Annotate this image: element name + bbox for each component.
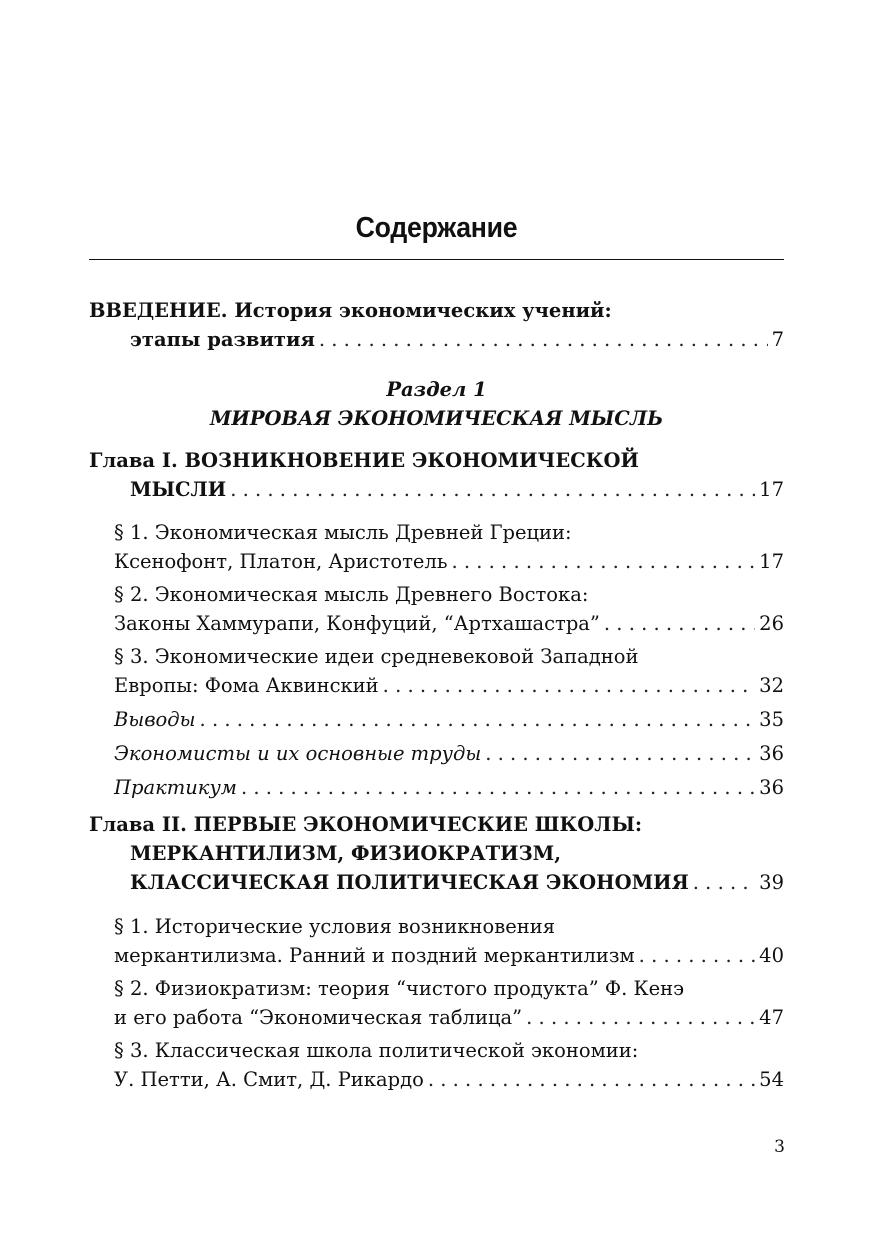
toc-entry-text: § 3. Классическая школа политической экономии:: [114, 1039, 639, 1062]
toc-entry-text: Европы: Фома Аквинский: [114, 674, 379, 697]
dot-leader: [485, 739, 755, 768]
toc-page-number: 17: [759, 550, 784, 573]
toc-entry-paragraph[interactable]: [89, 642, 784, 700]
toc-page-number: 7: [771, 328, 784, 351]
toc-entry-text: Экономисты и их основные труды: [114, 742, 482, 765]
dot-leader: [526, 1003, 755, 1032]
toc-entry-text: Глава II. ПЕРВЫЕ ЭКОНОМИЧЕСКИЕ ШКОЛЫ:: [89, 813, 643, 836]
toc-entry-text: Законы Хаммурапи, Конфуций, “Артхашастра”: [114, 612, 600, 635]
toc-entry-text: § 1. Экономическая мысль Древней Греции:: [114, 521, 572, 544]
dot-leader: [639, 941, 756, 970]
toc-entry-text: и его работа “Экономическая таблица”: [114, 1006, 523, 1029]
toc-page-number: 36: [759, 742, 784, 765]
toc-entry-intro[interactable]: [89, 296, 784, 354]
toc-page-number: 54: [759, 1068, 784, 1091]
section-title: МИРОВАЯ ЭКОНОМИЧЕСКАЯ МЫСЛЬ: [209, 407, 664, 430]
toc-page-number: 32: [759, 674, 784, 697]
toc-entry-paragraph[interactable]: [89, 912, 784, 970]
toc-entry-text: этапы развития: [130, 328, 315, 351]
toc-page-number: 17: [759, 478, 784, 501]
toc-page-number: 36: [759, 776, 784, 799]
dot-leader: [383, 671, 756, 700]
page-title: Содержание: [355, 212, 518, 244]
toc-entry-text: МЫСЛИ: [130, 478, 227, 501]
toc-entry-text: Глава I. ВОЗНИКНОВЕНИЕ ЭКОНОМИЧЕСКОЙ: [89, 449, 639, 472]
toc-entry-text: § 2. Физиократизм: теория “чистого продукта” Ф. Кенэ: [114, 977, 685, 1000]
table-of-contents: [89, 296, 784, 1094]
toc-entry-paragraph[interactable]: [89, 518, 784, 576]
toc-page-number: 26: [759, 612, 784, 635]
toc-page-number: 40: [759, 944, 784, 967]
toc-entry-text: § 2. Экономическая мысль Древнего Востока:: [114, 583, 589, 606]
dot-leader: [428, 1065, 755, 1094]
dot-leader: [200, 705, 756, 734]
dot-leader: [319, 325, 768, 354]
dot-leader: [241, 773, 755, 802]
toc-entry-text: У. Петти, А. Смит, Д. Рикардо: [114, 1068, 424, 1091]
dot-leader: [230, 475, 755, 504]
toc-entry-text: Выводы: [114, 708, 196, 731]
toc-entry-chapter-2[interactable]: [89, 810, 784, 897]
section-label: Раздел 1: [386, 378, 487, 401]
toc-entry-text: КЛАССИЧЕСКАЯ ПОЛИТИЧЕСКАЯ ЭКОНОМИЯ: [130, 871, 689, 894]
toc-entry-text: § 1. Исторические условия возникновения: [114, 915, 556, 938]
toc-entry-paragraph[interactable]: [89, 974, 784, 1032]
toc-page-number: 47: [759, 1006, 784, 1029]
toc-entry-paragraph[interactable]: [89, 1036, 784, 1094]
dot-leader: [604, 609, 755, 638]
toc-entry-practicum[interactable]: [89, 773, 784, 802]
toc-entry-text: § 3. Экономические идеи средневековой Западной: [114, 645, 639, 668]
toc-entry-text: МЕРКАНТИЛИЗМ, ФИЗИОКРАТИЗМ,: [130, 842, 562, 865]
dot-leader: [451, 547, 755, 576]
toc-entry-text: Ксенофонт, Платон, Аристотель: [114, 550, 448, 573]
page-number: 3: [774, 1137, 785, 1157]
toc-entry-text: Практикум: [114, 776, 237, 799]
toc-entry-paragraph[interactable]: [89, 580, 784, 638]
toc-entry-chapter-1[interactable]: [89, 446, 784, 504]
toc-entry-text: меркантилизма. Ранний и поздний меркантилизм: [114, 944, 635, 967]
dot-leader: [693, 868, 755, 897]
title-rule: [89, 259, 784, 260]
toc-entry-conclusions[interactable]: [89, 705, 784, 734]
toc-page-number: 39: [759, 871, 784, 894]
toc-entry-text: ВВЕДЕНИЕ. История экономических учений:: [89, 299, 612, 322]
toc-entry-economists[interactable]: [89, 739, 784, 768]
toc-page-number: 35: [759, 708, 784, 731]
